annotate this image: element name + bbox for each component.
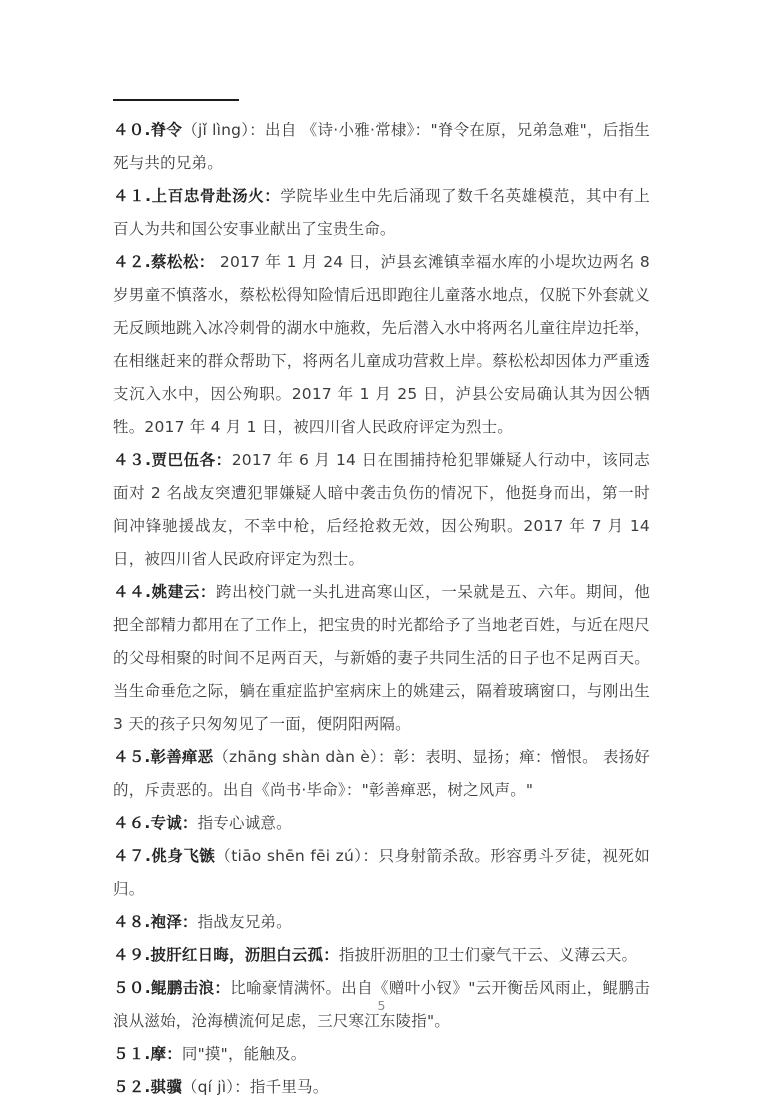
- entry-body: 比喻豪情满怀。出自《赠叶小钗》"云开衡岳风雨止，鲲鹏击浪从滋始，沧海横流何足虑，三尺寒江东陵指"。: [113, 979, 650, 1030]
- glossary-entry: [113, 576, 650, 741]
- glossary-entry: [113, 741, 650, 807]
- glossary-entry: [113, 180, 650, 246]
- entry-term: ５０.鲲鹏击浪：: [113, 979, 231, 997]
- entry-term: ４６.专诚：: [113, 814, 198, 832]
- glossary-entry: [113, 444, 650, 576]
- entry-body: 指披肝沥胆的卫士们豪气干云、义薄云天。: [338, 946, 638, 964]
- entry-term: ４７.佻身飞镞: [113, 847, 216, 865]
- entry-body: 同"摸"，能触及。: [181, 1045, 307, 1063]
- page-footer: [0, 998, 763, 1013]
- entry-body: ：出自 《诗·小雅·常棣》："脊令在原，兄弟急难"，后指生死与共的兄弟。: [113, 121, 651, 172]
- entry-body: 指专心诚意。: [197, 814, 292, 832]
- entry-body: 跨出校门就一头扎进高寒山区，一呆就是五、六年。期间，他把全部精力都用在了工作上，把宝贵的时光都给予了当地老百姓，与近在咫尺的父母相聚的时间不足两百天，与新婚的妻子共同生活的日子也不足两百天。当生命垂危之际，躺在重症监护室病床上的姚建云，隔着玻璃窗口，与刚出生 3 天的孩子只匆匆见了一面，便阴阳两隔。: [113, 583, 651, 733]
- glossary-entry: [113, 939, 650, 972]
- entry-pinyin: （jǐ lìng）: [182, 121, 250, 139]
- top-rule-divider: [113, 99, 239, 101]
- entry-term: ５２.骐骥: [113, 1078, 182, 1096]
- entry-term: ４１.上百忠骨赴汤火：: [113, 187, 281, 205]
- glossary-entry: [113, 114, 650, 180]
- entry-body: 学院毕业生中先后涌现了数千名英雄模范，其中有上百人为共和国公安事业献出了宝贵生命。: [113, 187, 650, 238]
- entry-term: ４２.蔡松松：: [113, 253, 215, 271]
- glossary-entry: [113, 807, 650, 840]
- entry-body: 2017 年 6 月 14 日在围捕持枪犯罪嫌疑人行动中，该同志面对 2 名战友突遭犯罪嫌疑人暗中袭击负伤的情况下，他挺身而出，第一时间冲锋驰援战友，不幸中枪，后经抢救无效，因公殉职。2017 年 7 月 14 日，被四川省人民政府评定为烈士。: [113, 451, 650, 568]
- entry-term: ４０.脊令: [113, 121, 183, 139]
- page-number: 5: [377, 998, 386, 1013]
- entry-body: ：彰：表明、显扬；瘅：憎恨。 表扬好的，斥责恶的。出自《尚书·毕命》："彰善瘅恶，树之风声。": [113, 748, 650, 799]
- entry-term: ５１.摩：: [113, 1045, 182, 1063]
- glossary-entry: [113, 840, 650, 906]
- entry-body: 指战友兄弟。: [197, 913, 292, 931]
- entry-pinyin: （zhāng shàn dàn è）: [213, 748, 378, 766]
- glossary-entry: [113, 906, 650, 939]
- entry-body: 2017 年 1 月 24 日，泸县玄滩镇幸福水库的小堤坎边两名 8 岁男童不慎落水，蔡松松得知险情后迅即跑往儿童落水地点，仅脱下外套就义无反顾地跳入冰冷刺骨的湖水中施救，先后潜入水中将两名儿童往岸边托举，在相继赶来的群众帮助下，将两名儿童成功营救上岸。蔡松松却因体力严重透支沉入水中，因公殉职。2017 年 1 月 25 日，泸县公安局确认其为因公牺牲。2017 年 4 月 1 日，被四川省人民政府评定为烈士。: [113, 253, 650, 436]
- entry-term: ４４.姚建云：: [113, 583, 217, 601]
- entry-term: ４８.袍泽：: [113, 913, 198, 931]
- entry-term: ４３.贾巴伍各：: [113, 451, 232, 469]
- entry-body: ：指千里马。: [234, 1078, 329, 1096]
- entry-term: ４５.彰善瘅恶: [113, 748, 214, 766]
- glossary-entry: [113, 1071, 650, 1104]
- entry-term: ４９.披肝红日晦，沥胆白云孤：: [113, 946, 339, 964]
- glossary-entry: [113, 246, 650, 444]
- glossary-list: [113, 114, 650, 1104]
- entry-pinyin: （qí jì）: [181, 1078, 235, 1096]
- entry-body: ：只身射箭杀敌。形容勇斗歹徒，视死如归。: [113, 847, 650, 898]
- entry-pinyin: （tiāo shēn fēi zú）: [215, 847, 363, 865]
- glossary-entry: [113, 1038, 650, 1071]
